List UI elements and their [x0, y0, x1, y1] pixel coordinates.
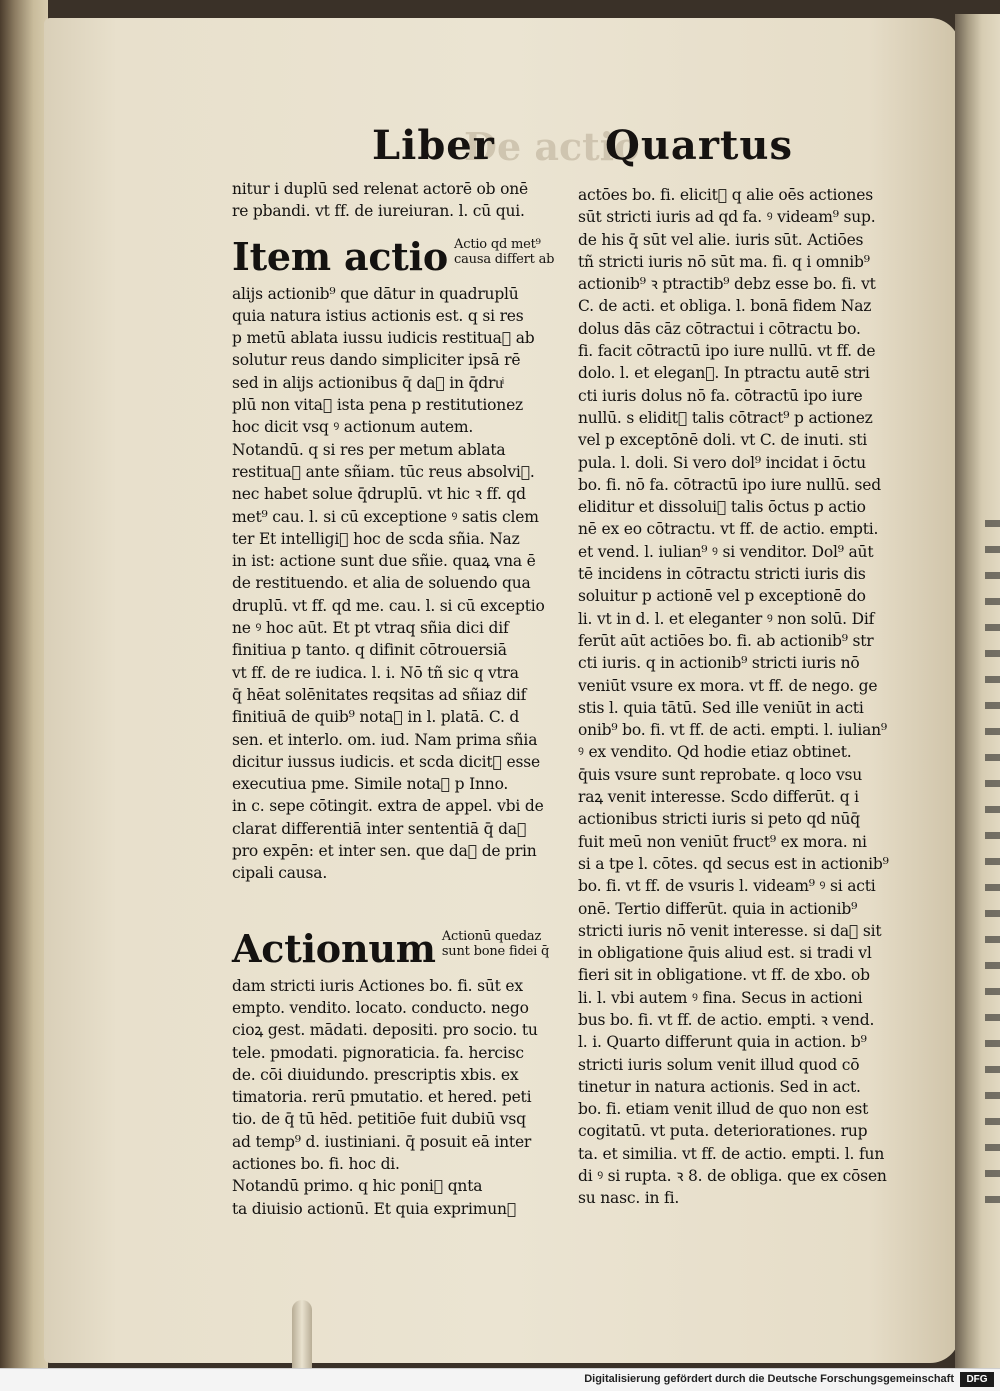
text-line: Notandū. q si res per metum ablata — [232, 440, 506, 459]
side-line: sunt bone fidei q̄ — [441, 944, 550, 960]
text-line: tinetur in natura actionis. Sed in act. — [578, 1077, 861, 1096]
text-line: ta. et similia. vt ff. de actio. empti. l. fun — [578, 1144, 885, 1163]
text-line: timatoria. rerū pmutatio. et hered. peti — [232, 1088, 532, 1107]
section-item-actio-body — [232, 283, 545, 885]
text-line: clarat differentiā inter sententiā q̄ daᷓ — [232, 819, 527, 838]
text-line: C. de acti. et obliga. l. bonā fidem Naz — [578, 297, 872, 316]
text-line: de restituendo. et alia de soluendo qua — [232, 574, 531, 593]
running-head-quartus: Quartus — [605, 122, 793, 169]
text-line: bo. fi. etiam venit illud de quo non est — [578, 1100, 869, 1119]
section-actionum-heading — [232, 925, 550, 975]
text-line: plū non vitaᷓ ista pena p restitutionez — [232, 396, 524, 415]
text-line: ferūt aūt actiōes bo. fi. ab actionib⁹ str — [578, 631, 874, 650]
text-line: quia natura istius actionis est. q si res — [232, 306, 524, 325]
text-line: Notandū primo. q hic poniᷓ qnta — [232, 1177, 483, 1196]
dfg-logo: DFG — [960, 1372, 994, 1387]
text-line: li. vt in d. l. et eleganter ꝰ non solū. Dif — [578, 609, 875, 628]
text-line: tio. de q̄ tū hēd. petitiōe fuit dubiū vsq — [232, 1110, 526, 1129]
text-line: in ist: actione sunt due sñie. quaꝝ vna ē — [232, 552, 536, 571]
text-line: actionibus stricti iuris si peto qd nūq̄ — [578, 810, 860, 829]
text-line: sed in alijs actionibus q̄ daᷓ in q̄druͥ — [232, 373, 503, 392]
text-line: si a tpe l. cōtes. qd secus est in actionib⁹ — [578, 854, 889, 873]
text-line: di ꝰ si rupta. ꝛ 8. de obliga. que ex cōsen — [578, 1167, 887, 1186]
text-line: in obligatione q̄uis aliud est. si tradi vl — [578, 944, 872, 963]
text-line: nec habet solue q̄druplū. vt hic ꝛ ff. qd — [232, 485, 526, 504]
text-line: actōes bo. fi. elicitᷓ q alie oēs actiones — [578, 186, 873, 204]
text-line: cti iuris dolus nō fa. cōtractū ipo iure — [578, 386, 863, 405]
text-line: pro expēn: et inter sen. que daᷓ de prin — [232, 842, 537, 861]
side-line: Actionū quedaz — [441, 928, 542, 944]
text-line: bus bo. fi. vt ff. de actio. empti. ꝛ vend. — [578, 1010, 875, 1029]
drop-side-text — [454, 237, 554, 268]
text-line: vel p exceptōnē doli. vt C. de inuti. sti — [578, 431, 868, 450]
text-line: tele. pmodati. pignoraticia. fa. hercisc — [232, 1043, 524, 1062]
text-line: onib⁹ bo. fi. vt ff. de acti. empti. l. iulian⁹ — [578, 721, 887, 740]
text-line: cipali causa. — [232, 864, 328, 883]
text-line: veniūt vsure ex mora. vt ff. de nego. ge — [578, 676, 878, 695]
drop-heading-item-actio: Item actio — [232, 233, 449, 279]
text-line: finitiua p tanto. q difinit cōtrouersiā — [232, 641, 507, 660]
bookmark-ribbon — [292, 1300, 312, 1368]
section-item-actio-heading — [232, 233, 555, 283]
text-line: cioꝝ gest. mādati. depositi. pro socio. tu — [232, 1021, 538, 1040]
text-line: eliditur et dissoluiᷓ talis ōctus p actio — [578, 498, 866, 517]
text-line: ter Et intelligiᷓ hoc de scda sñia. Naz — [232, 529, 520, 548]
text-line: tñ stricti iuris nō sūt ma. fi. q i omnib⁹ — [578, 252, 870, 271]
left-text-column — [232, 178, 555, 1220]
text-line: su nasc. in fi. — [578, 1189, 680, 1208]
text-line: actiones bo. fi. hoc di. — [232, 1154, 400, 1173]
text-line: nullū. s eliditᷓ talis cōtract⁹ p actionez — [578, 408, 873, 427]
text-line: de his q̄ sūt vel alie. iuris sūt. Actiōes — [578, 230, 864, 249]
footer-bar — [0, 1368, 1000, 1391]
text-line: tē incidens in cōtractu stricti iuris dis — [578, 565, 866, 584]
section-actionum-body — [232, 975, 542, 1220]
text-line: druplū. vt ff. qd me. cau. l. si cū exceptio — [232, 596, 545, 615]
text-line: vt ff. de re iudica. l. i. Nō tñ sic q vtra — [232, 663, 519, 682]
text-line: stricti iuris solum venit illud quod cō — [578, 1055, 860, 1074]
text-line: met⁹ cau. l. si cū exceptione ꝰ satis clem — [232, 507, 539, 526]
text-line: ꝰ ex vendito. Qd hodie etiaz obtinet. — [578, 743, 852, 762]
left-top-lines — [232, 178, 542, 223]
running-head-liber: Liber — [372, 122, 495, 169]
text-line: fi. facit cōtractū ipo iure nullū. vt ff. de — [578, 342, 876, 361]
book-edge-left — [0, 0, 48, 1368]
text-line: cti iuris. q in actionib⁹ stricti iuris nō — [578, 654, 860, 673]
text-line: dolus dās cāz cōtractui i cōtractu bo. — [578, 319, 861, 338]
text-line: executiua pme. Simile notaᷓ p Inno. — [232, 775, 509, 794]
adjacent-page-edge — [985, 520, 1000, 1220]
text-line: de. cōi diuidundo. prescriptis xbis. ex — [232, 1065, 519, 1084]
text-line: stricti iuris nō venit interesse. si daᷓ sit — [578, 921, 882, 940]
text-line: onē. Tertio differūt. quia in actionib⁹ — [578, 899, 858, 918]
text-line: stis l. quia tātū. Sed ille veniūt in acti — [578, 698, 864, 717]
text-line: soluitur p actionē vel p exceptionē do — [578, 587, 866, 606]
text-line: fuit meū non veniūt fruct⁹ ex mora. ni — [578, 832, 867, 851]
text-line: q̄uis vsure sunt reprobate. q loco vsu — [578, 765, 863, 784]
text-line: l. i. Quarto differunt quia in action. b⁹ — [578, 1033, 867, 1052]
text-line: ad temp⁹ d. iustiniani. q̄ posuit eā inter — [232, 1132, 532, 1151]
show-through-text: De actio — [464, 124, 640, 169]
text-line: nē ex eo cōtractu. vt ff. de actio. empti. — [578, 520, 879, 539]
text-line: hoc dicit vsq ꝰ actionum autem. — [232, 418, 474, 437]
text-line: ta diuisio actionū. Et quia exprimunᷓ — [232, 1199, 517, 1218]
text-line: alijs actionib⁹ que dātur in quadruplū — [232, 284, 519, 303]
text-line: dicitur iussus iudicis. et scda dicitᷓ esse — [232, 752, 540, 771]
drop-side-text — [442, 929, 549, 960]
text-line: finitiuā de quib⁹ notaᷓ in l. platā. C. d — [232, 708, 520, 727]
text-line: in c. sepe cōtingit. extra de appel. vbi de — [232, 797, 544, 816]
text-line: empto. vendito. locato. conducto. nego — [232, 998, 529, 1017]
text-line: sen. et interlo. om. iud. Nam prima sñia — [232, 730, 538, 749]
text-line: raꝝ venit interesse. Scdo differūt. q i — [578, 788, 859, 807]
text-line: ne ꝰ hoc aūt. Et pt vtraq sñia dici dif — [232, 619, 509, 638]
text-line: solutur reus dando simpliciter ipsā rē — [232, 351, 521, 370]
text-line: q̄ hēat solēnitates reqsitas ad sñiaz dif — [232, 685, 527, 704]
text-line: re pbandi. vt ff. de iureiuran. l. cū qui. — [232, 202, 525, 221]
text-line: p metū ablata iussu iudicis restituaᷓ ab — [232, 329, 535, 348]
side-line: Actio qd met⁹ — [454, 236, 541, 252]
text-line: dam stricti iuris Actiones bo. fi. sūt ex — [232, 976, 523, 995]
text-line: nitur i duplū sed relenat actorē ob onē — [232, 180, 528, 198]
text-line: bo. fi. vt ff. de vsuris l. videam⁹ ꝰ si acti — [578, 877, 876, 896]
text-line: dolo. l. et eleganᷓ. In ptractu autē stri — [578, 364, 870, 383]
text-line: cogitatū. vt puta. deteriorationes. rup — [578, 1122, 868, 1141]
funding-credit: Digitalisierung gefördert durch die Deutsche Forschungsgemeinschaft — [584, 1373, 954, 1385]
right-column-body — [578, 184, 888, 1210]
text-line: li. l. vbi autem ꝰ fina. Secus in actioni — [578, 988, 863, 1007]
side-line: causa differt ab — [454, 252, 555, 268]
text-line: pula. l. doli. Si vero dol⁹ incidat i ōctu — [578, 453, 866, 472]
right-text-column — [578, 184, 888, 1210]
text-line: sūt stricti iuris ad qd fa. ꝰ videam⁹ sup. — [578, 208, 876, 227]
text-line: et vend. l. iulian⁹ ꝰ si venditor. Dol⁹ aūt — [578, 542, 874, 561]
text-line: restituaᷓ ante sñiam. tūc reus absolviᷓ. — [232, 462, 535, 481]
text-line: fieri sit in obligatione. vt ff. de xbo. ob — [578, 966, 870, 985]
text-line: bo. fi. nō fa. cōtractū ipo iure nullū. sed — [578, 475, 881, 494]
text-line: actionib⁹ ꝛ ptractib⁹ debz esse bo. fi. vt — [578, 275, 876, 294]
drop-heading-actionum: Actionum — [232, 925, 436, 971]
